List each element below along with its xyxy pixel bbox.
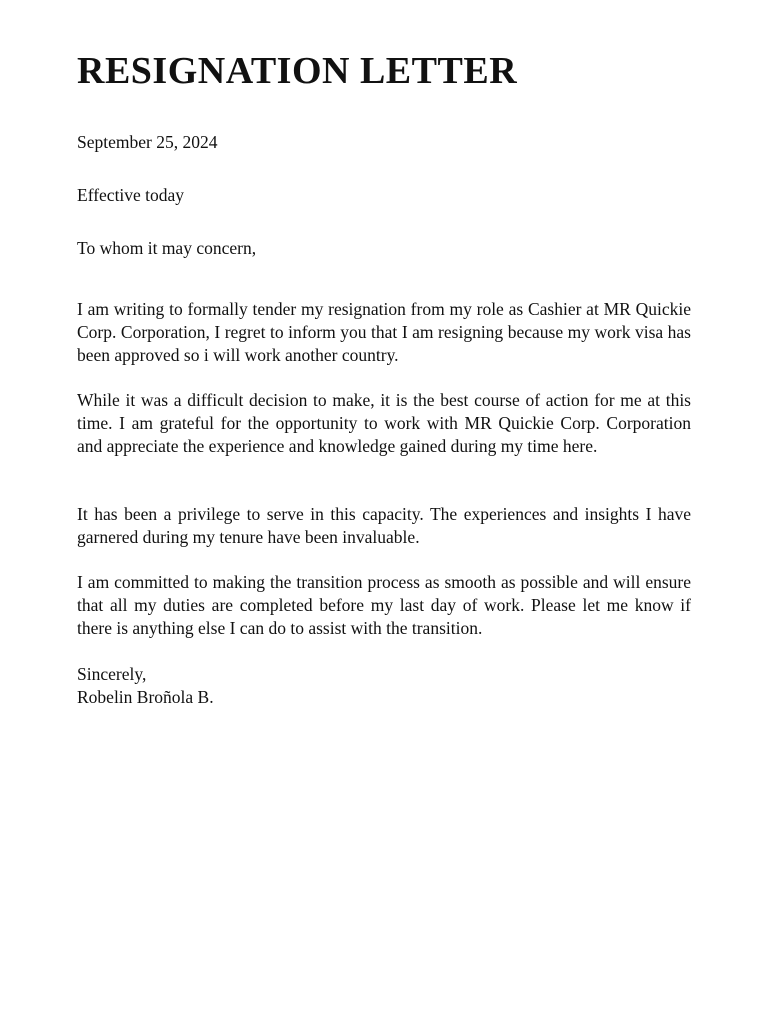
salutation: To whom it may concern, bbox=[77, 238, 257, 258]
effective-line: Effective today bbox=[77, 185, 185, 205]
body-paragraph-2: While it was a difficult decision to make, it is the best course of action for me at this time. I am grateful for the opportunity to work with MR Quickie Corp. Corporation and appreciate the experience and knowledge gained during my time here. bbox=[77, 390, 691, 456]
signature-name: Robelin Broñola B. bbox=[77, 687, 214, 707]
body-paragraph-1: I am writing to formally tender my resignation from my role as Cashier at MR Quickie Corp. Corporation, I regret to inform you that I am resigning because my work visa has been approved so i will work another country. bbox=[77, 299, 691, 365]
body-paragraph-3: It has been a privilege to serve in this capacity. The experiences and insights I have garnered during my tenure have been invaluable. bbox=[77, 504, 691, 547]
letter-date: September 25, 2024 bbox=[77, 132, 218, 152]
letter-title: RESIGNATION LETTER bbox=[77, 50, 518, 92]
body-paragraph-4: I am committed to making the transition process as smooth as possible and will ensure that all my duties are completed before my last day of work. Please let me know if there is anything else I can do to assist with the transition. bbox=[77, 572, 691, 638]
closing: Sincerely, bbox=[77, 664, 147, 684]
